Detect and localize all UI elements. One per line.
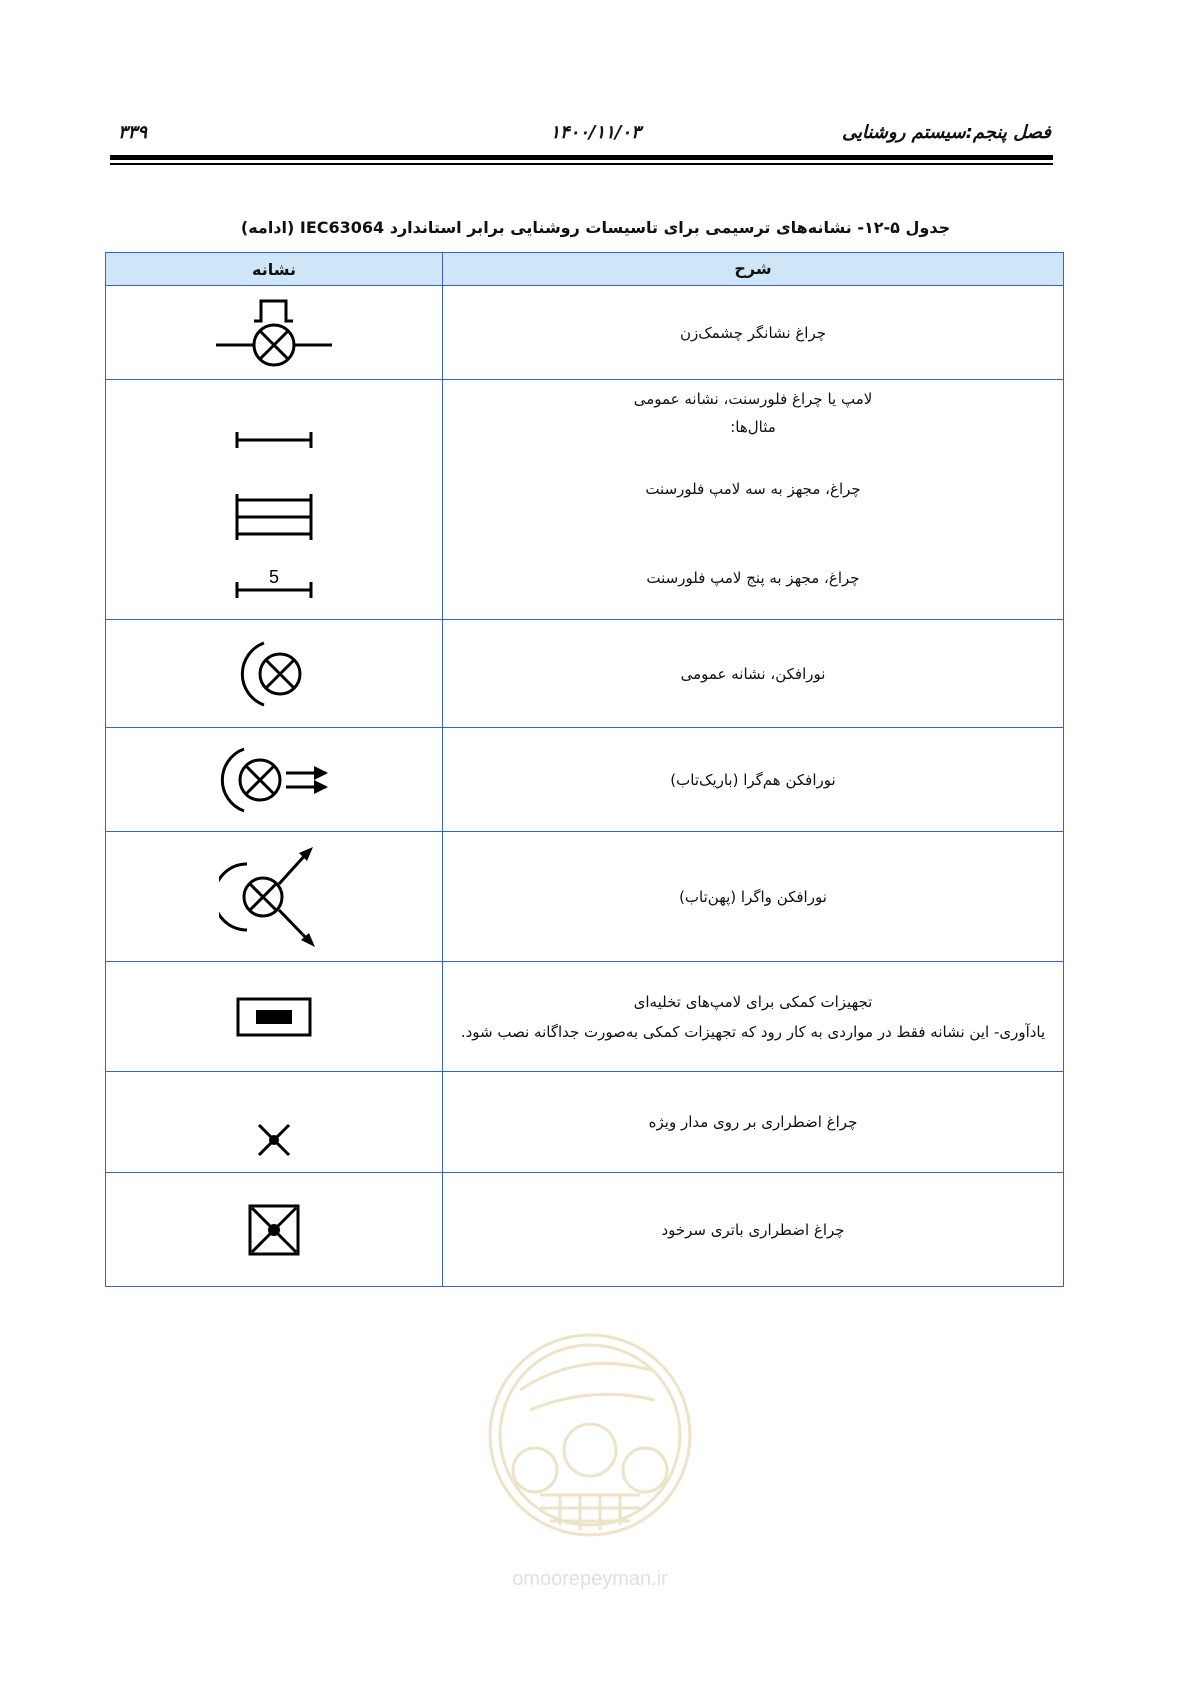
- table-header-row: [106, 253, 1064, 286]
- row-description: نورافکن هم‌گرا (باریک‌تاب): [670, 770, 836, 789]
- row-description: لامپ یا چراغ فلورسنت، نشانه عمومی: [633, 390, 873, 408]
- emergency-lamp-icon: [254, 1120, 294, 1160]
- flashing-signal-lamp-icon: [214, 293, 334, 373]
- header-rule-thick: [110, 155, 1053, 160]
- watermark-logo: [480, 1330, 720, 1600]
- fluorescent-lamp-icon: [219, 390, 329, 610]
- page-number: ۳۳۹: [118, 122, 148, 143]
- row-description: چراغ اضطراری بر روی مدار ویژه: [648, 1113, 858, 1131]
- row-description: چراغ، مجهز به سه لامپ فلورسنت: [645, 480, 861, 498]
- table-caption: جدول ۵-۱۲- نشانه‌های ترسیمی برای تاسیسات روشنایی برابر استاندارد IEC63064 (ادامه): [240, 218, 951, 237]
- header-symbol: نشانه: [106, 253, 443, 286]
- spotlight-icon: [214, 740, 334, 820]
- projector-icon: [234, 634, 314, 714]
- header-date: ۱۴۰۰/۱۱/۰۳: [550, 122, 641, 143]
- row-note: یادآوری- این نشانه فقط در مواردی به کار رود که تجهیزات کمکی به‌صورت جداگانه نصب شود.: [460, 1022, 1046, 1041]
- auxiliary-equipment-icon: [234, 994, 314, 1040]
- table-row: [106, 1173, 1064, 1287]
- row-description: نورافکن، نشانه عمومی: [680, 664, 826, 683]
- row-description: نورافکن واگرا (پهن‌تاب): [679, 887, 827, 906]
- table-row: [106, 962, 1064, 1072]
- table-row: [106, 832, 1064, 962]
- header-description: شرح: [443, 253, 1064, 286]
- self-contained-emergency-lamp-icon: [246, 1202, 302, 1258]
- symbols-table: [105, 252, 1064, 1287]
- row-description: چراغ اضطراری باتری سرخود: [661, 1220, 845, 1239]
- header-rule-thin: [110, 163, 1053, 165]
- row-description: تجهیزات کمکی برای لامپ‌های تخلیه‌ای: [633, 992, 873, 1011]
- row-description: مثال‌ها:: [730, 418, 776, 436]
- table-row: [106, 380, 1064, 620]
- row-description: چراغ نشانگر چشمک‌زن: [679, 323, 827, 342]
- table-row: [106, 728, 1064, 832]
- table-row: [106, 620, 1064, 728]
- table-row: [106, 286, 1064, 380]
- chapter-title: فصل پنجم:سیستم روشنایی: [842, 122, 1051, 143]
- lamp-count-label: 5: [268, 566, 280, 587]
- watermark-text: omoorepeyman.ir: [512, 1568, 668, 1590]
- watermark-seal-icon: [480, 1330, 720, 1600]
- floodlight-icon: [219, 839, 329, 955]
- table-row: [106, 1072, 1064, 1173]
- row-description: چراغ، مجهز به پنج لامپ فلورسنت: [646, 569, 860, 587]
